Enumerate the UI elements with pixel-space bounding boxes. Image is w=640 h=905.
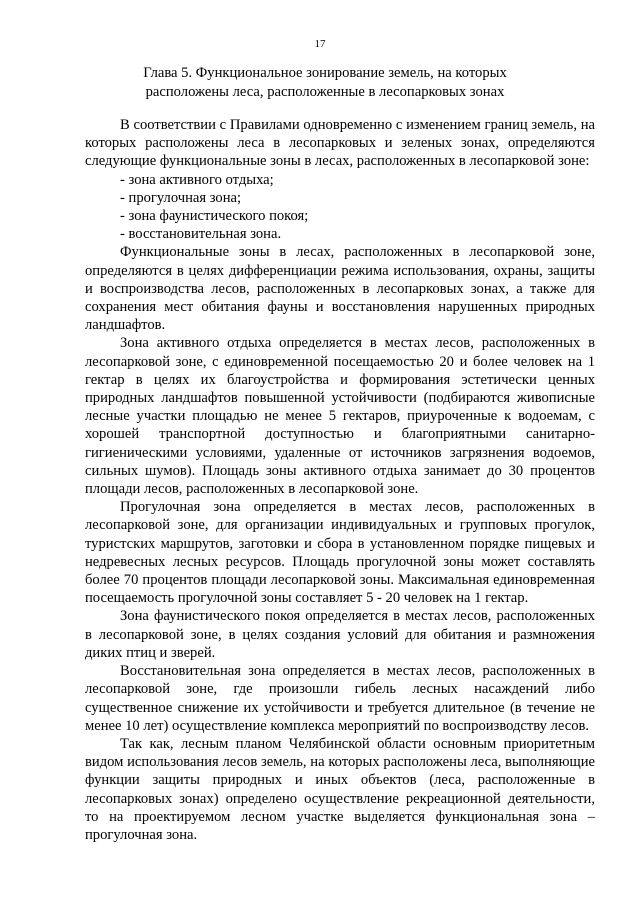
document-body	[85, 116, 595, 844]
page-number: 17	[314, 38, 326, 50]
chapter-title-line-1: Глава 5. Функциональное зонирование земель, на которых	[143, 65, 507, 81]
paragraph-fauna-rest-zone: Зона фаунистического покоя определяется в местах лесов, расположенных в лесопарковой зоне, в целях создания условий для обитания и размножения диких птиц и зверей.	[85, 608, 595, 661]
zone-list-item: - зона фаунистического покоя;	[120, 208, 309, 225]
zone-list-item: - зона активного отдыха;	[120, 171, 274, 188]
paragraph-restoration-zone: Восстановительная зона определяется в местах лесов, расположенных в лесопарковой зоне, где произошли гибель лесных насаждений либо существенное снижение их устойчивости и требуется длительное (в течение не менее 10 лет) осуществление комплекса мероприятий по воспроизводству лесов.	[85, 663, 595, 734]
chapter-title	[120, 64, 530, 102]
paragraph-functional-zones: Функциональные зоны в лесах, расположенных в лесопарковой зоне, определяются в целях дифференциации режима использования, охраны, защиты и воспроизводства лесов, расположенных в лесопарковых зонах, а также для сохранения мест обитания фауны и восстановления нарушенных природных ландшафтов.	[85, 244, 595, 334]
zone-list-item: - прогулочная зона;	[120, 189, 242, 206]
chapter-title-line-2: расположены леса, расположенные в лесопарковых зонах	[145, 84, 505, 100]
paragraph-conclusion: Так как, лесным планом Челябинской области основным приоритетным видом использования лесов земель, на которых расположены леса, выполняющие функции защиты природных и иных объектов (леса, расположенные в лесопарковых зонах) определено осуществление рекреационной деятельности, то на проектируемом лесном участке выделяется функциональная зона – прогулочная зона.	[85, 735, 595, 843]
intro-paragraph: В соответствии с Правилами одновременно с изменением границ земель, на которых расположены леса в лесопарковых и зеленых зонах, определяются следующие функциональные зоны в лесах, расположенных в лесопарковой зоне:	[85, 117, 595, 170]
zone-list-item: - восстановительная зона.	[120, 226, 282, 243]
paragraph-active-recreation-zone: Зона активного отдыха определяется в местах лесов, расположенных в лесопарковой зоне, с единовременной посещаемостью 20 и более человек на 1 гектар в целях их благоустройства и формирования эстетически ценных природных ландшафтов повышенной устойчивости (подбираются живописные лесные участки площадью не менее 5 гектаров, приуроченные к водоемам, с хорошей транспортной доступностью и благоприятными санитарно-гигиеническими условиями, удаленные от источников загрязнения водоемов, сильных шумов). Площадь зоны активного отдыха занимает до 30 процентов площади лесов, расположенных в лесопарковой зоне.	[85, 335, 595, 498]
paragraph-walking-zone: Прогулочная зона определяется в местах лесов, расположенных в лесопарковой зоне, для организации индивидуальных и групповых прогулок, туристских маршрутов, заготовки и сбора в установленном порядке пищевых и недревесных лесных ресурсов. Площадь прогулочной зоны может составлять более 70 процентов площади лесопарковой зоны. Максимальная единовременная посещаемость прогулочной зоны составляет 5 - 20 человек на 1 гектар.	[85, 499, 595, 607]
